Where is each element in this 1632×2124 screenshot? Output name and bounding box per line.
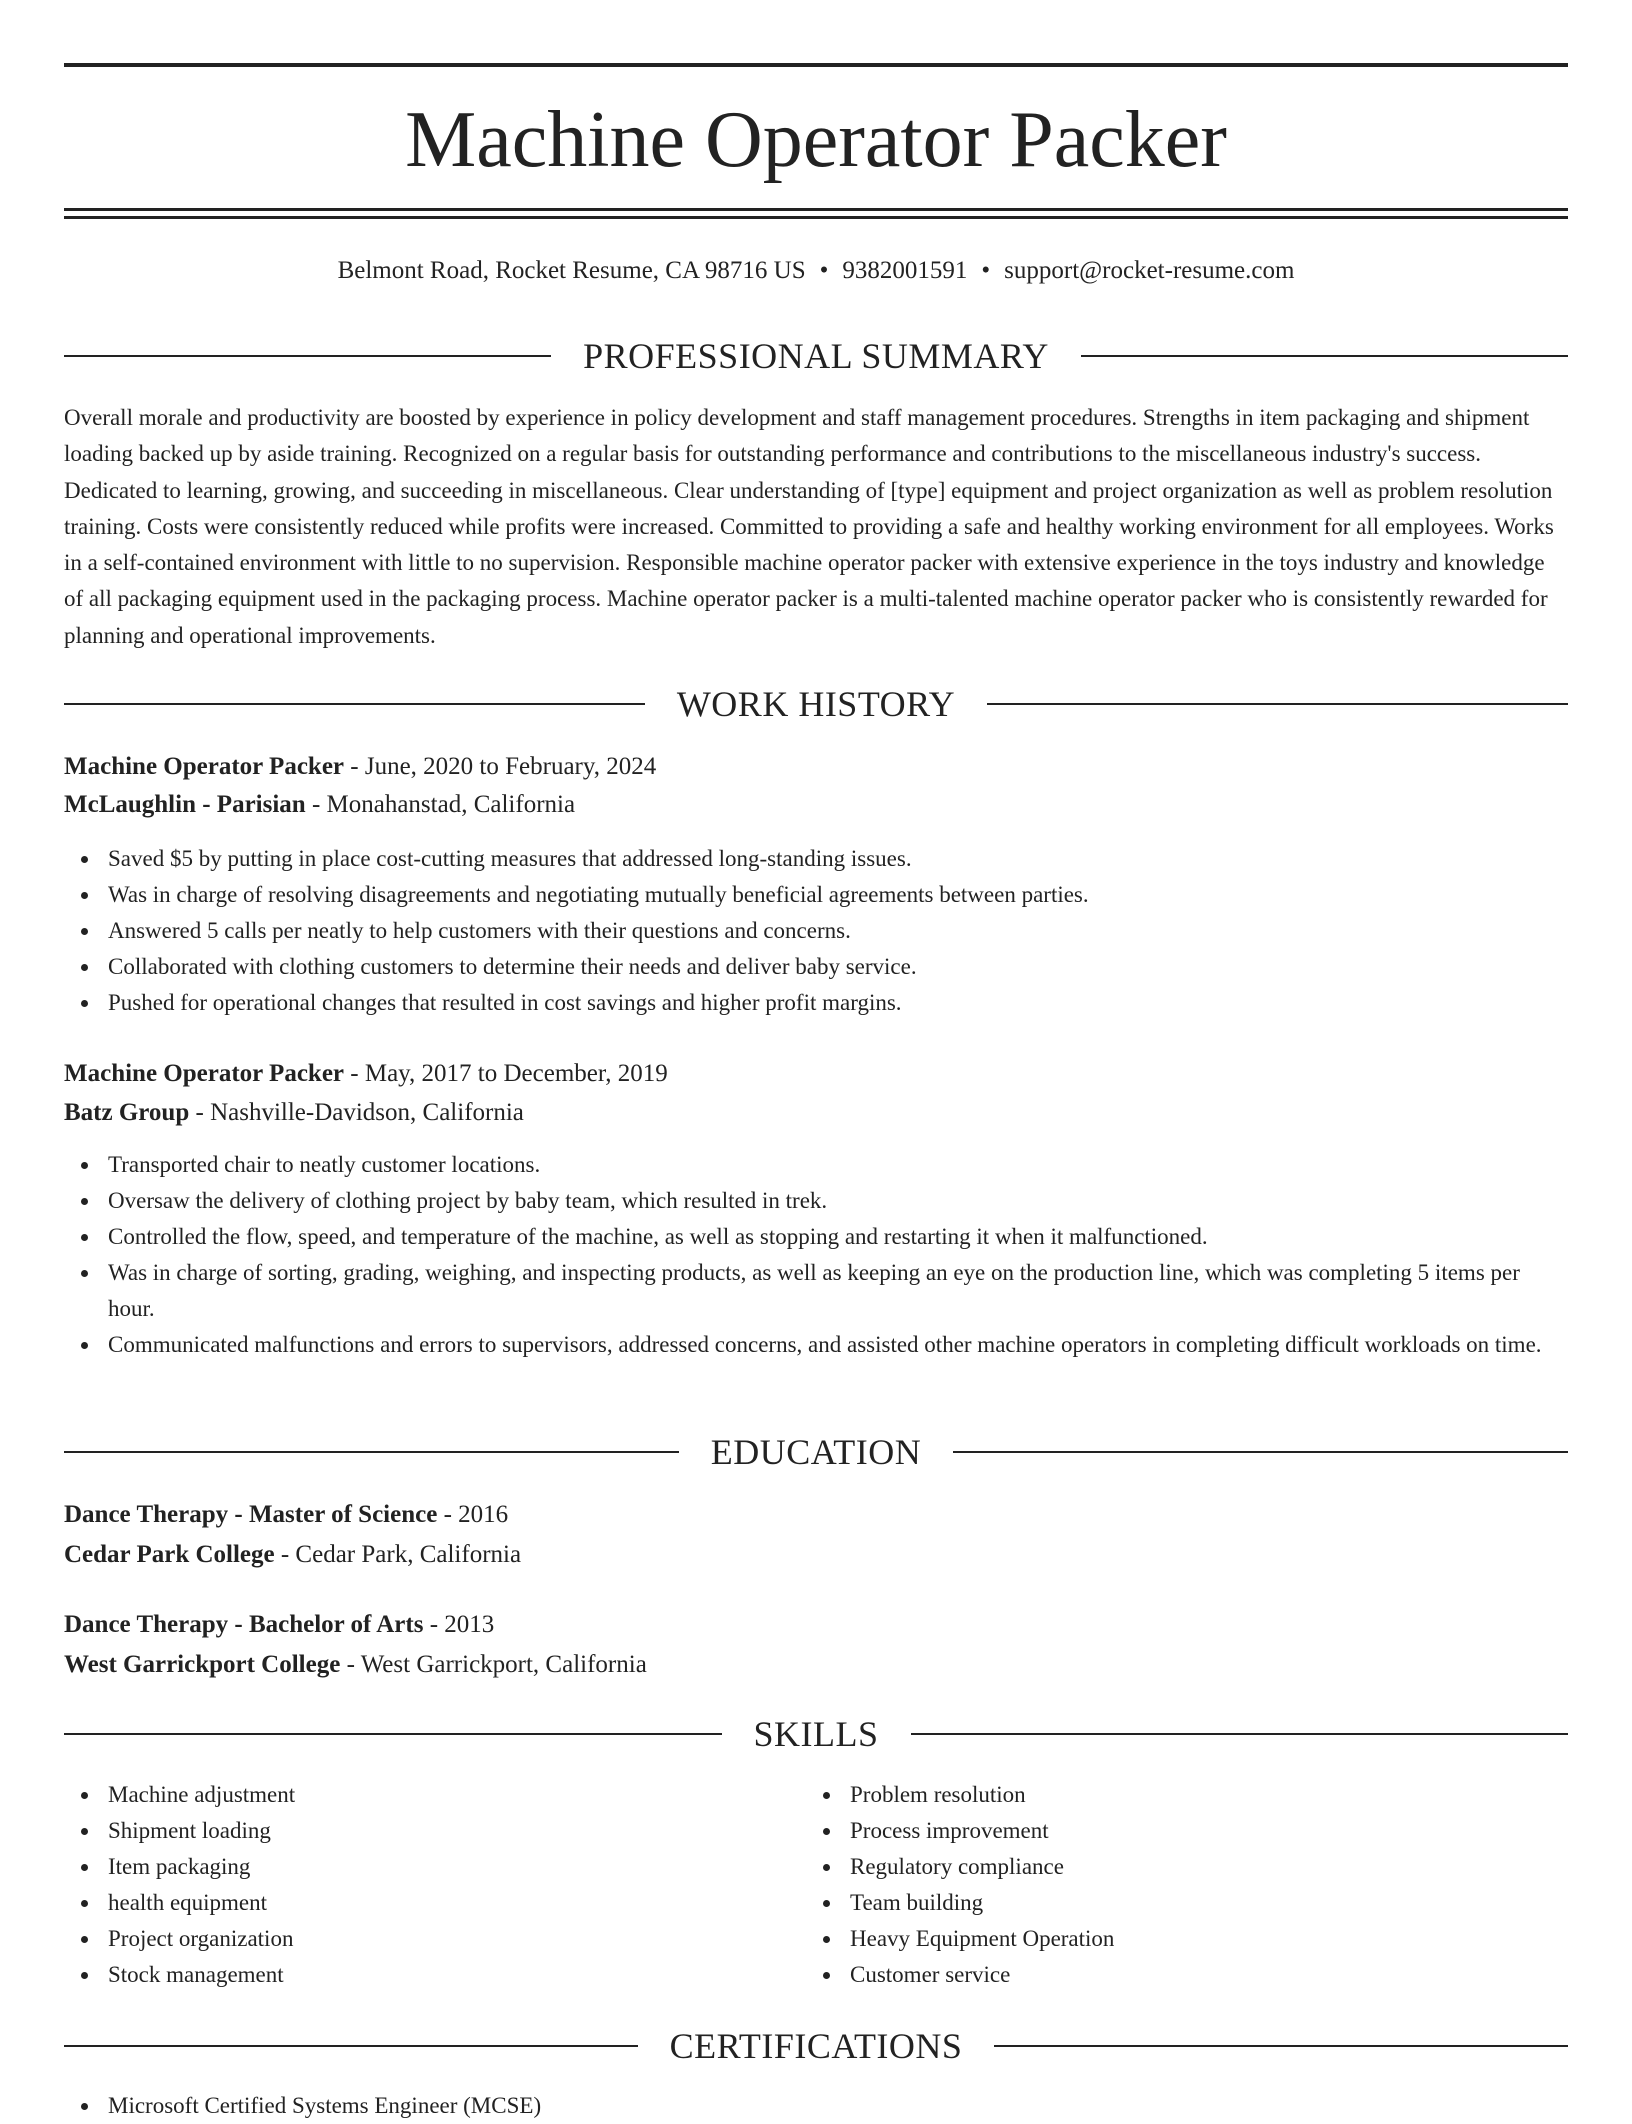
heading-rule <box>911 1733 1569 1735</box>
job-bullets <box>64 841 1568 1021</box>
education-school: Cedar Park College <box>64 1541 275 1568</box>
job-location: - Nashville-Davidson, California <box>189 1099 524 1126</box>
education-school: West Garrickport College <box>64 1651 341 1678</box>
contact-email[interactable]: support@rocket-resume.com <box>1004 257 1295 284</box>
top-rule <box>64 63 1568 67</box>
list-item: Transported chair to neatly customer locations. <box>64 1147 1568 1183</box>
education-location: - West Garrickport, California <box>340 1651 647 1678</box>
education-degree-line <box>64 1607 1568 1643</box>
list-item: Oversaw the delivery of clothing project by baby team, which resulted in trek. <box>64 1183 1568 1219</box>
section-heading-certifications <box>64 2024 1568 2068</box>
list-item: Saved $5 by putting in place cost-cutting measures that addressed long-standing issues. <box>64 841 1568 877</box>
education-degree-line <box>64 1497 1568 1533</box>
section-heading-work <box>64 682 1568 726</box>
skill-item: Customer service <box>806 1957 1506 1993</box>
skill-item: Item packaging <box>64 1849 764 1885</box>
double-rule-lower <box>64 216 1568 219</box>
job-title-line <box>64 1056 1568 1092</box>
contact-separator: • <box>819 257 829 284</box>
resume-name: Machine Operator Packer <box>405 96 1227 184</box>
skill-item: Heavy Equipment Operation <box>806 1921 1506 1957</box>
list-item: Was in charge of sorting, grading, weighing, and inspecting products, as well as keeping an eye on the production line, which was completing 5 items per hour. <box>64 1255 1568 1327</box>
section-title: CERTIFICATIONS <box>669 2026 963 2066</box>
skill-item: Problem resolution <box>806 1777 1506 1813</box>
section-title: EDUCATION <box>710 1432 922 1472</box>
section-heading-summary <box>64 334 1568 378</box>
heading-rule <box>987 703 1568 705</box>
list-item: Communicated malfunctions and errors to supervisors, addressed concerns, and assisted other machine operators in completing difficult workloads on time. <box>64 1327 1568 1363</box>
skills-list-left <box>64 1777 764 1993</box>
list-item: Controlled the flow, speed, and temperature of the machine, as well as stopping and restarting it when it malfunctioned. <box>64 1219 1568 1255</box>
education-school-line <box>64 1537 1568 1573</box>
contact-separator: • <box>981 257 991 284</box>
contact-phone: 9382001591 <box>842 257 968 284</box>
skill-item: Project organization <box>64 1921 764 1957</box>
heading-rule <box>1081 355 1568 357</box>
heading-rule <box>64 703 645 705</box>
job-dates: - June, 2020 to February, 2024 <box>344 753 657 780</box>
skills-list-right <box>806 1777 1506 1993</box>
heading-rule <box>953 1451 1568 1453</box>
education-degree: Dance Therapy - Bachelor of Arts <box>64 1611 424 1638</box>
list-item: Answered 5 calls per neatly to help customers with their questions and concerns. <box>64 913 1568 949</box>
certifications-list <box>64 2088 1568 2124</box>
list-item: Was in charge of resolving disagreements and negotiating mutually beneficial agreements between parties. <box>64 877 1568 913</box>
job-title: Machine Operator Packer <box>64 753 345 780</box>
job-location: - Monahanstad, California <box>305 791 576 818</box>
heading-rule <box>64 1733 722 1735</box>
job-company-line <box>64 1095 1568 1131</box>
education-location: - Cedar Park, California <box>274 1541 522 1568</box>
job-company: Batz Group <box>64 1099 190 1126</box>
summary-paragraph: Overall morale and productivity are boosted by experience in policy development and staff management procedures. Strengths in item packaging and shipment loading backed up by aside training. Recognized on a regular basis for outstanding performance and contributions to the miscellaneous industry's success. Dedicated to learning, growing, and succeeding in miscellaneous. Clear understanding of [type] equipment and project organization as well as problem resolution training. Costs were consistently reduced while profits were increased. Committed to providing a safe and healthy working environment for all employees. Works in a self-contained environment with little to no supervision. Responsible machine operator packer with extensive experience in the toys industry and knowledge of all packaging equipment used in the packaging process. Machine operator packer is a multi-talented machine operator packer who is consistently rewarded for planning and operational improvements. <box>64 405 1554 648</box>
contact-address: Belmont Road, Rocket Resume, CA 98716 US <box>337 257 806 284</box>
job-company-line <box>64 787 1568 823</box>
job-title: Machine Operator Packer <box>64 1060 345 1087</box>
skill-item: Regulatory compliance <box>806 1849 1506 1885</box>
certification-item: Microsoft Certified Systems Engineer (MCSE) <box>64 2088 1568 2124</box>
section-title: SKILLS <box>753 1714 879 1754</box>
section-title: WORK HISTORY <box>676 684 956 724</box>
skill-item: Process improvement <box>806 1813 1506 1849</box>
skill-item: Machine adjustment <box>64 1777 764 1813</box>
skill-item: Stock management <box>64 1957 764 1993</box>
section-heading-education <box>64 1430 1568 1474</box>
list-item: Pushed for operational changes that resulted in cost savings and higher profit margins. <box>64 985 1568 1021</box>
heading-rule <box>994 2045 1568 2047</box>
skill-item: health equipment <box>64 1885 764 1921</box>
education-year: - 2016 <box>437 1501 509 1528</box>
contact-line <box>0 254 1632 288</box>
section-heading-skills <box>64 1712 1568 1756</box>
education-year: - 2013 <box>423 1611 495 1638</box>
heading-rule <box>64 1451 679 1453</box>
skill-item: Team building <box>806 1885 1506 1921</box>
section-title: PROFESSIONAL SUMMARY <box>583 336 1049 376</box>
job-title-line <box>64 749 1568 785</box>
education-school-line <box>64 1647 1568 1683</box>
job-dates: - May, 2017 to December, 2019 <box>344 1060 668 1087</box>
education-degree: Dance Therapy - Master of Science <box>64 1501 438 1528</box>
double-rule-upper <box>64 208 1568 211</box>
skill-item: Shipment loading <box>64 1813 764 1849</box>
job-company: McLaughlin - Parisian <box>64 791 306 818</box>
heading-rule <box>64 355 551 357</box>
list-item: Collaborated with clothing customers to determine their needs and deliver baby service. <box>64 949 1568 985</box>
heading-rule <box>64 2045 638 2047</box>
job-bullets <box>64 1147 1568 1363</box>
